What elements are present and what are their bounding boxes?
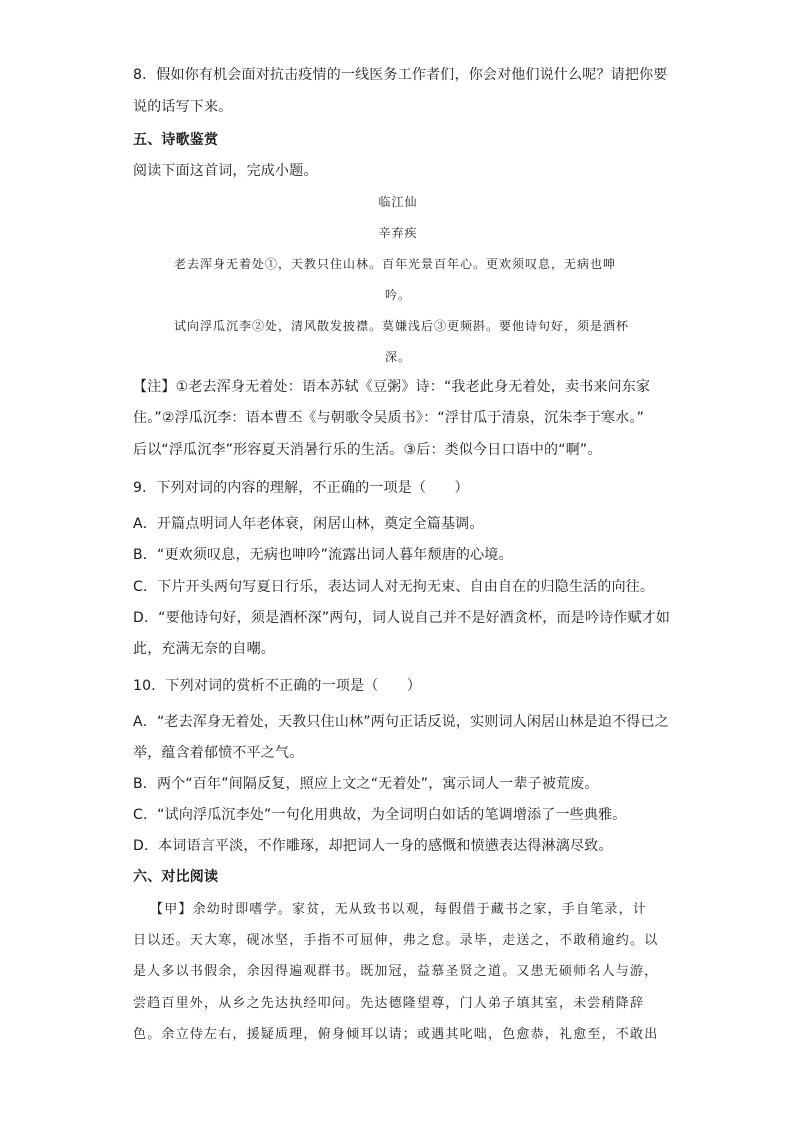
q8-line-1: 8．假如你有机会面对抗击疫情的一线医务工作者们，你会对他们说什么呢？请把你要: [133, 67, 668, 83]
note-line-1: 【注】①老去浑身无着处：语本苏轼《豆粥》诗：“我老此身无着处，卖书来问东家: [133, 379, 651, 395]
passage-line-5: 色。余立侍左右，援疑质理，俯身倾耳以请；或遇其叱咄，色愈恭，礼愈至，不敢出: [133, 1027, 659, 1042]
q9-option-d-line-1: D．“要他诗句好，须是酒杯深”两句，词人说自己并不是好酒贪杯，而是吟诗作赋才如: [133, 610, 671, 626]
section-5-heading: 五、诗歌鉴赏: [133, 132, 219, 148]
q8-line-2: 说的话写下来。: [133, 99, 233, 115]
q9-option-a: A．开篇点明词人年老体衰，闲居山林，奠定全篇基调。: [133, 516, 484, 532]
poem-stanza-1-line-2: 吟。: [384, 288, 411, 302]
poem-stanza-2-line-1: 试向浮瓜沉李②处，清风散发披襟。莫嫌浅后③更频斟。要他诗句好，须是酒杯: [174, 319, 630, 333]
q10-option-c: C．“试向浮瓜沉李处”一句化用典故，为全词明白如话的笔调增添了一些典雅。: [133, 807, 627, 823]
q10-option-d: D．本词语言平淡，不作雕琢，却把词人一身的感慨和愤懑表达得淋漓尽致。: [133, 838, 613, 854]
q10-option-b: B．两个“百年”间隔反复，照应上文之“无着处”，寓示词人一辈子被荒废。: [133, 776, 599, 792]
section-5-intro: 阅读下面这首词，完成小题。: [133, 163, 318, 179]
passage-line-2: 日以还。天大寒，砚冰坚，手指不可屈伸，弗之怠。录毕，走送之，不敢稍逾约。以: [133, 933, 659, 948]
q9-option-c: C．下片开头两句写夏日行乐，表达词人对无拘无束、自由自在的归隐生活的向往。: [133, 579, 655, 595]
q9-stem: 9．下列对词的内容的理解，不正确的一项是（ ）: [133, 480, 469, 496]
poem-stanza-1-line-1: 老去浑身无着处①，天教只住山林。百年光景百年心。更欢须叹息，无病也呻: [174, 257, 617, 271]
q10-option-a-line-1: A．“老去浑身无着处，天教只住山林”两句正话反说，实则词人闲居山林是迫不得已之: [133, 714, 669, 730]
q10-option-a-line-2: 举，蕴含着郁愤不平之气。: [133, 745, 304, 761]
passage-line-4: 尝趋百里外，从乡之先达执经叩问。先达德隆望尊，门人弟子填其室，未尝稍降辞: [133, 996, 645, 1011]
passage-line-1: 【甲】余幼时即嗜学。家贫，无从致书以观，每假借于藏书之家，手自笔录，计: [150, 902, 648, 917]
note-line-3: 后以“浮瓜沉李”形容夏天消暑行乐的生活。③后：类似今日口语中的“啊”。: [133, 442, 602, 458]
q9-option-d-line-2: 此，充满无奈的自嘲。: [133, 641, 275, 657]
poem-author: 辛弃疾: [378, 226, 418, 240]
note-line-2: 住。”②浮瓜沉李：语本曹丕《与朝歌令吴质书》：“浮甘瓜于清泉，沉朱李于寒水。”: [133, 410, 645, 426]
poem-title: 临江仙: [378, 195, 418, 209]
q10-stem: 10．下列对词的赏析不正确的一项是（ ）: [133, 678, 422, 694]
section-6-heading: 六、对比阅读: [133, 869, 219, 885]
q9-option-b: B．“更欢须叹息，无病也呻吟”流露出词人暮年颓唐的心境。: [133, 547, 513, 563]
passage-line-3: 是人多以书假余，余因得遍观群书。既加冠，益慕圣贤之道。又患无硕师名人与游，: [133, 964, 659, 979]
poem-stanza-2-line-2: 深。: [384, 350, 411, 364]
